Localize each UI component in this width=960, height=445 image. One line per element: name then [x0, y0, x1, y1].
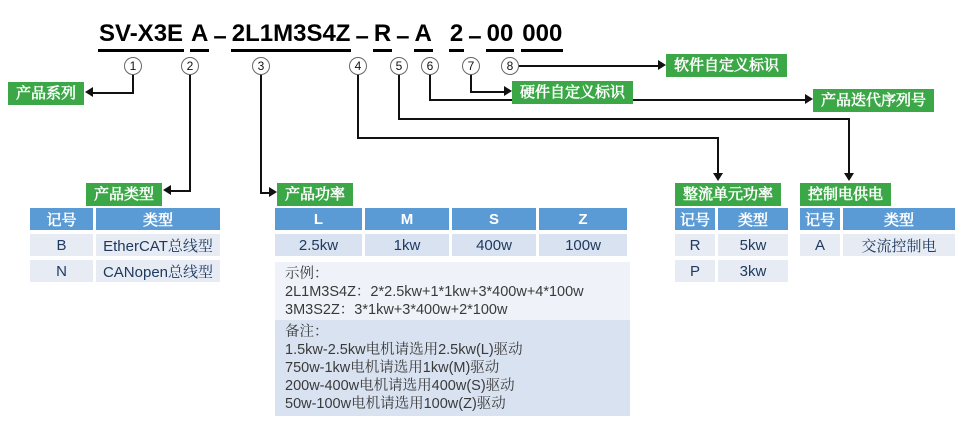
connector-2-arrowhead [163, 185, 171, 195]
table-cell: 100w [539, 234, 627, 256]
code-segment-type: A [190, 20, 209, 52]
connector-5-line [398, 118, 850, 120]
connector-4-arrowhead [713, 173, 723, 181]
code-dash: – [468, 23, 482, 50]
column-header: 类型 [96, 208, 220, 230]
callout-iteration: 产品迭代序列号 [813, 89, 934, 112]
table-cell: A [800, 234, 840, 256]
table-cell: 交流控制电 [843, 234, 955, 256]
notes-line: 50w-100w电机请选用100w(Z)驱动 [285, 396, 506, 412]
marker-5: 5 [390, 57, 408, 75]
connector-2-line [189, 75, 191, 192]
connector-2-line [171, 190, 191, 192]
connector-4-line [717, 137, 719, 173]
notes-line: 200w-400w电机请选用400w(S)驱动 [285, 378, 515, 394]
table-cell: R [675, 234, 715, 256]
code-segment-rectifier: R [373, 20, 392, 52]
example-block [275, 262, 630, 322]
column-header: M [365, 208, 449, 230]
connector-4-line [357, 75, 359, 139]
column-header: L [275, 208, 362, 230]
table-cell: 1kw [365, 234, 449, 256]
connector-5-line [848, 118, 850, 173]
table-cell: EtherCAT总线型 [96, 234, 220, 256]
code-segment-iteration: 2 [449, 20, 464, 52]
connector-5-arrowhead [844, 173, 854, 181]
marker-6: 6 [421, 57, 439, 75]
connector-7-arrowhead [504, 86, 512, 96]
example-title: 示例： [285, 266, 329, 282]
code-segment-power: 2L1M3S4Z [231, 20, 352, 52]
marker-2: 2 [181, 57, 199, 75]
marker-1: 1 [124, 57, 142, 75]
callout-software-id: 软件自定义标识 [666, 54, 787, 77]
table-cell: 5kw [718, 234, 788, 256]
connector-1-line [93, 92, 134, 94]
column-header: 记号 [800, 208, 840, 230]
example-line: 2L1M3S4Z：2*2.5kw+1*1kw+3*400w+4*100w [285, 284, 584, 300]
callout-rectifier-power: 整流单元功率 [675, 183, 781, 206]
code-segment-software: 000 [521, 20, 563, 52]
column-header: 类型 [718, 208, 788, 230]
code-segment-control: A [414, 20, 433, 52]
connector-6-arrowhead [805, 94, 813, 104]
product-power-table [275, 208, 627, 256]
column-header: Z [539, 208, 627, 230]
code-dash: – [213, 23, 227, 50]
code-dash: – [396, 23, 410, 50]
callout-product-series: 产品系列 [8, 82, 84, 105]
table-cell: CANopen总线型 [96, 260, 220, 282]
marker-3: 3 [252, 57, 270, 75]
example-line: 3M3S2Z：3*1kw+3*400w+2*100w [285, 302, 508, 318]
connector-4-line [357, 137, 719, 139]
model-code-title [98, 20, 563, 52]
column-header: 类型 [843, 208, 955, 230]
connector-8-arrowhead [658, 60, 666, 70]
connector-3-line [260, 75, 262, 194]
rectifier-power-table [675, 208, 788, 282]
marker-4: 4 [349, 57, 367, 75]
callout-product-type: 产品类型 [86, 183, 162, 206]
marker-7: 7 [462, 57, 480, 75]
connector-6-line [429, 75, 431, 101]
product-type-table [30, 208, 220, 282]
column-header: 记号 [30, 208, 93, 230]
table-cell: 3kw [718, 260, 788, 282]
table-cell: B [30, 234, 93, 256]
callout-control-power: 控制电供电 [800, 183, 891, 206]
notes-line: 750w-1kw电机请选用1kw(M)驱动 [285, 360, 500, 376]
connector-7-line [470, 91, 504, 93]
code-segment-hardware: 00 [486, 20, 515, 52]
table-cell: P [675, 260, 715, 282]
code-segment-series: SV-X3E [98, 20, 184, 52]
connector-1-arrowhead [85, 87, 93, 97]
control-power-table [800, 208, 955, 256]
notes-line: 1.5kw-2.5kw电机请选用2.5kw(L)驱动 [285, 342, 523, 358]
column-header: 记号 [675, 208, 715, 230]
connector-5-line [398, 75, 400, 120]
connector-3-line [261, 192, 269, 194]
notes-title: 备注： [285, 324, 329, 340]
table-cell: 400w [452, 234, 536, 256]
connector-8-line [519, 65, 658, 67]
table-cell: 2.5kw [275, 234, 362, 256]
marker-8: 8 [501, 57, 519, 75]
callout-product-power: 产品功率 [277, 183, 353, 206]
callout-hardware-id: 硬件自定义标识 [512, 81, 633, 104]
column-header: S [452, 208, 536, 230]
connector-3-arrowhead [269, 187, 277, 197]
code-dash: – [355, 23, 369, 50]
table-cell: N [30, 260, 93, 282]
notes-block [275, 320, 630, 416]
